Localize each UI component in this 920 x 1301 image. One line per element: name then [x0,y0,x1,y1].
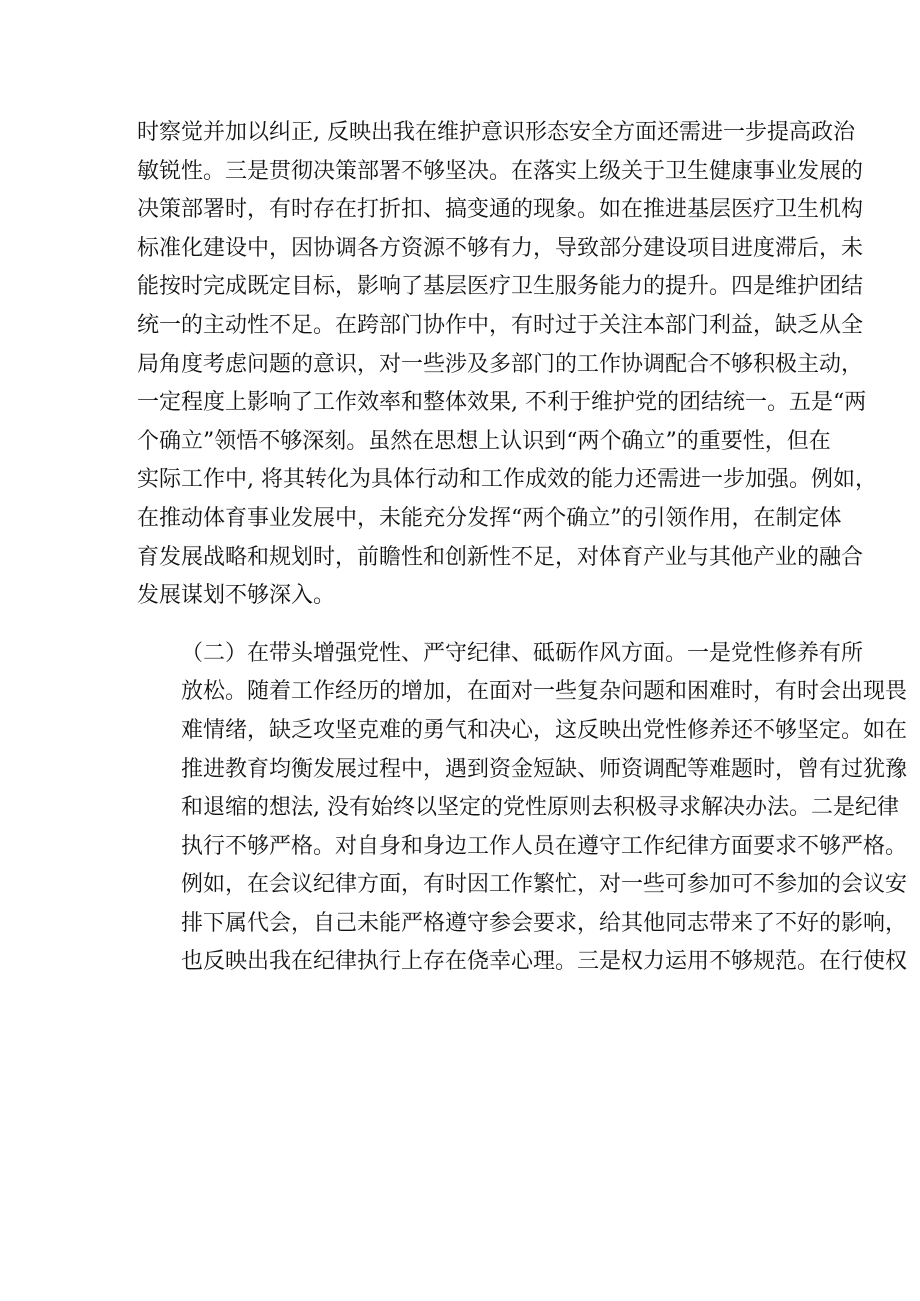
text-line: 局角度考虑问题的意识，对一些涉及多部门的工作协调配合不够积极主动， [137,351,864,377]
text-line: 在推动体育事业发展中，未能充分发挥“两个确立”的引领作用，在制定体 [137,505,842,531]
text-line: 一定程度上影响了工作效率和整体效果, 不利于维护党的团结统一。五是“两 [137,390,867,416]
text-line: 能按时完成既定目标，影响了基层医疗卫生服务能力的提升。四是维护团结 [137,274,864,300]
text-line: 决策部署时，有时存在打折扣、搞变通的现象。如在推进基层医疗卫生机构 [137,197,864,223]
text-line: 放松。随着工作经历的增加，在面对一些复杂问题和困难时，有时会出现畏 [181,679,908,705]
text-line: 执行不够严格。对自身和身边工作人员在遵守工作纪律方面要求不够严格。 [181,833,908,859]
text-line: 统一的主动性不足。在跨部门协作中，有时过于关注本部门利益，缺乏从全 [137,312,864,338]
text-line: 发展谋划不够深入。 [137,583,336,609]
text-line: 也反映出我在纪律执行上存在侥幸心理。三是权力运用不够规范。在行使权 [181,949,908,975]
text-line: 例如，在会议纪律方面，有时因工作繁忙，对一些可参加可不参加的会议安 [181,872,908,898]
text-line: 排下属代会，自己未能严格遵守参会要求，给其他同志带来了不好的影响， [181,910,908,936]
text-line: 推进教育均衡发展过程中，遇到资金短缺、师资调配等难题时，曾有过犹豫 [181,756,908,782]
paragraph [137,114,877,616]
text-line: 时察觉并加以纠正, 反映出我在维护意识形态安全方面还需进一步提高政治 [137,120,855,145]
document-body [137,114,908,982]
text-line: 标准化建设中，因协调各方资源不够有力，导致部分建设项目进度滞后，未 [137,235,864,261]
text-line: 和退缩的想法, 没有始终以坚定的党性原则去积极寻求解决办法。二是纪律 [181,795,899,821]
text-line: （二）在带头增强党性、严守纪律、砥砺作风方面。一是党性修养有所 [181,640,864,666]
text-line: 实际工作中, 将其转化为具体行动和工作成效的能力还需进一步加强。例如， [137,467,877,493]
paragraph [137,635,908,982]
text-line: 敏锐性。三是贯彻决策部署不够坚决。在落实上级关于卫生健康事业发展的 [137,158,864,184]
text-line: 难情绪，缺乏攻坚克难的勇气和决心，这反映出党性修养还不够坚定。如在 [181,717,908,743]
text-line: 育发展战略和规划时，前瞻性和创新性不足，对体育产业与其他产业的融合 [137,544,864,570]
text-line: 个确立”领悟不够深刻。虽然在思想上认识到“两个确立”的重要性，但在 [137,428,831,454]
